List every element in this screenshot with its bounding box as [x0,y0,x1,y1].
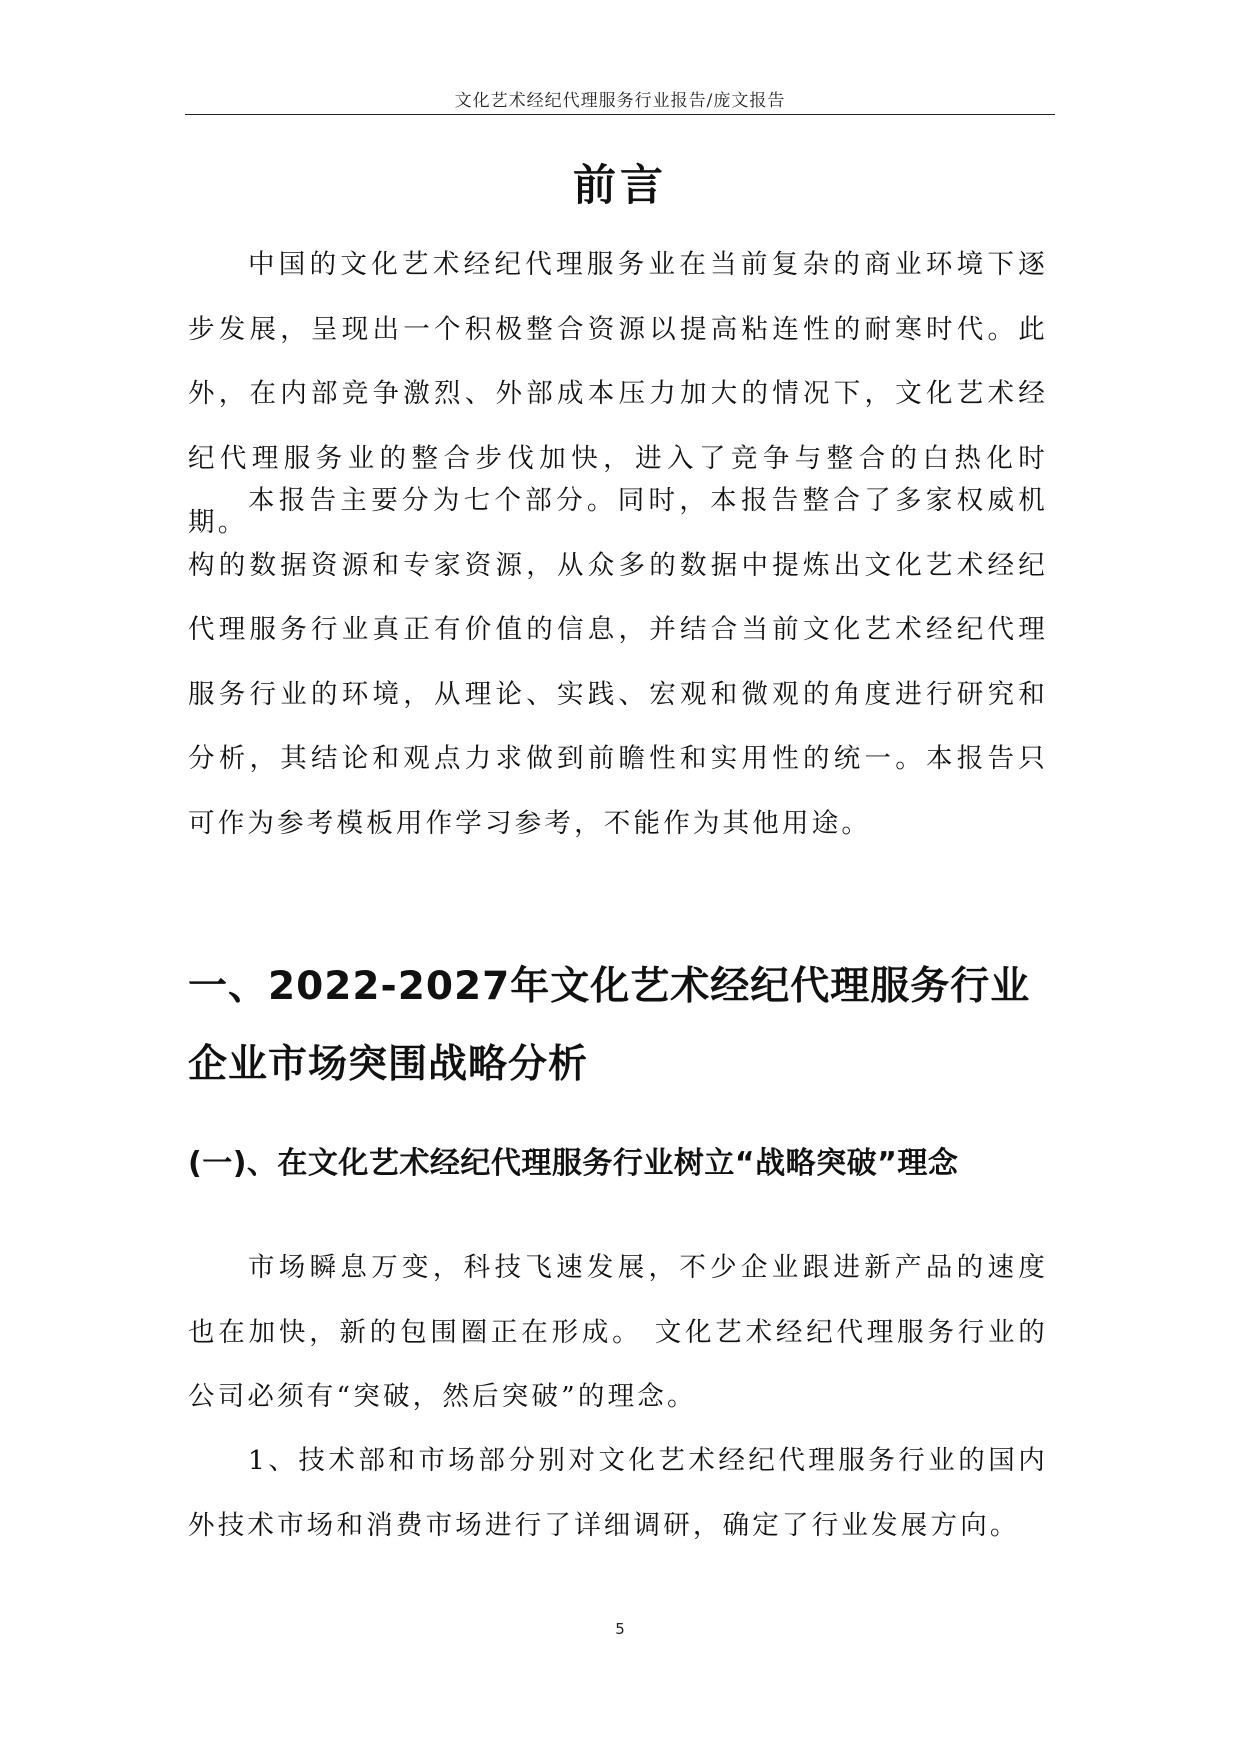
section-paragraph-1: 市场瞬息万变，科技飞速发展，不少企业跟进新产品的速度也在加快，新的包围圈正在形成。 文化艺术经纪代理服务行业的公司必须有“突破，然后突破”的理念。 [188,1252,1048,1412]
page-number: 5 [615,1620,625,1638]
running-header: 文化艺术经纪代理服务行业报告/庞文报告 [454,91,786,111]
header-rule [185,114,1055,115]
preface-paragraph-1: 中国的文化艺术经纪代理服务业在当前复杂的商业环境下逐步发展，呈现出一个积极整合资源以提高粘连性的耐寒时代。此外，在内部竞争激烈、外部成本压力加大的情况下，文化艺术经纪代理服务业的整合步伐加快，进入了竞争与整合的白热化时期。 [188,249,1048,538]
preface-paragraph-2: 本报告主要分为七个部分。同时，本报告整合了多家权威机构的数据资源和专家资源，从众多的数据中提炼出文化艺术经纪代理服务行业真正有价值的信息，并结合当前文化艺术经纪代理服务行业的环境，从理论、实践、宏观和微观的角度进行研究和分析，其结论和观点力求做到前瞻性和实用性的统一。本报告只可作为参考模板用作学习参考，不能作为其他用途。 [188,485,1048,839]
section-heading: 一、2022-2027年文化艺术经纪代理服务行业企业市场突围战略分析 [188,964,1031,1087]
section-paragraph-2: 1、技术部和市场部分别对文化艺术经纪代理服务行业的国内外技术市场和消费市场进行了详细调研，确定了行业发展方向。 [188,1445,1048,1541]
preface-title: 前言 [573,161,667,211]
subsection-heading: (一)、在文化艺术经纪代理服务行业树立“战略突破”理念 [188,1146,959,1181]
